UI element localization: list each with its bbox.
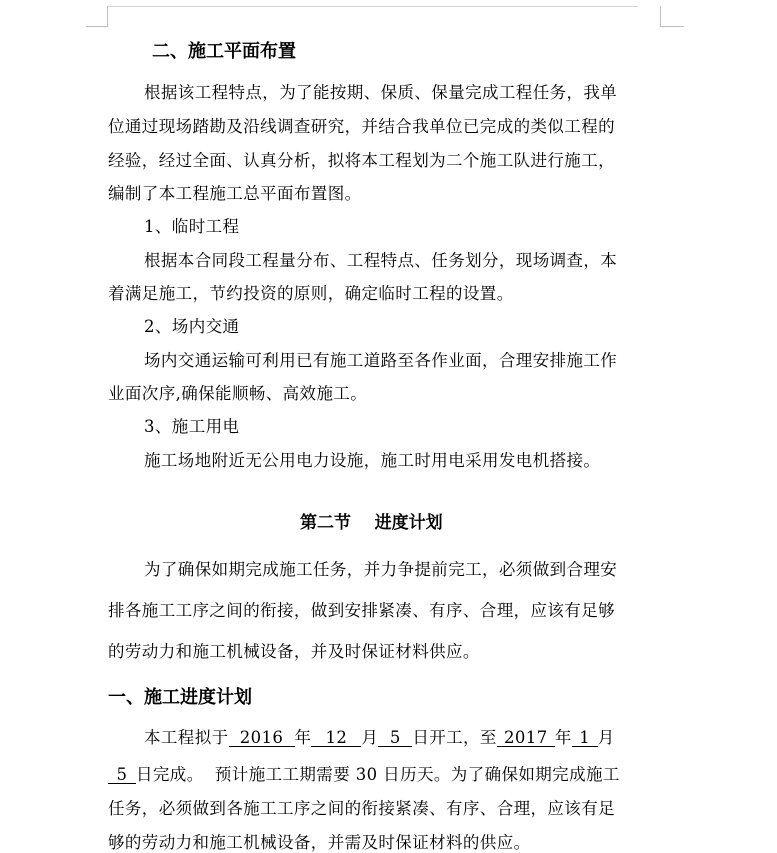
- schedule-line-2: [108, 761, 620, 785]
- schedule-line-3: 任务，必须做到各施工工序之间的衔接紧凑、有序、合理，应该有足: [108, 799, 615, 818]
- item1-text-line-2: 着满足施工，节约投资的原则，确定临时工程的设置。: [108, 284, 514, 303]
- start-year-field: 2016: [229, 729, 295, 747]
- chapter-intro-line-3: 的劳动力和施工机械设备，并及时保证材料供应。: [108, 642, 480, 661]
- chapter-heading: 第二节 进度计划: [300, 513, 443, 533]
- item1-text-line-1: 根据本合同段工程量分布、工程特点、任务划分，现场调查，本: [144, 251, 618, 270]
- item2-title: 2、场内交通: [144, 317, 240, 336]
- start-year-char: 年: [294, 728, 312, 747]
- end-month-field: 1: [572, 729, 598, 747]
- item3-title: 3、施工用电: [144, 417, 240, 436]
- schedule-line-4: 够的劳动力和施工机械设备，并需及时保证材料的供应。: [108, 833, 531, 852]
- chapter-intro-line-2: 排各施工工序之间的衔接，做到安排紧凑、有序、合理，应该有足够: [108, 601, 615, 620]
- end-month-char: 月: [597, 728, 615, 747]
- item2-text-line-1: 场内交通运输可利用已有施工道路至各作业面，合理安排施工作: [144, 351, 618, 370]
- item3-text-line-1: 施工场地附近无公用电力设施，施工时用电采用发电机搭接。: [144, 451, 601, 470]
- start-month-field: 12: [311, 729, 361, 747]
- schedule-line-1: [144, 724, 615, 748]
- page-corner-marks: [0, 0, 777, 40]
- section2-intro-line-4: 编制了本工程施工总平面布置图。: [108, 184, 362, 203]
- schedule-prefix: 本工程拟于: [144, 728, 229, 747]
- start-month-char: 月: [361, 728, 379, 747]
- schedule-title: 一、施工进度计划: [108, 687, 252, 708]
- end-day-field: 5: [108, 766, 136, 784]
- end-year-field: 2017: [497, 729, 555, 747]
- section2-title: 二、施工平面布置: [152, 41, 296, 62]
- top-left-crop-mark-v: [107, 6, 108, 27]
- start-day-field: 5: [378, 729, 412, 747]
- end-year-char: 年: [554, 728, 572, 747]
- top-left-crop-mark-h: [86, 26, 108, 27]
- section2-intro-line-3: 经验，经过全面、认真分析，拟将本工程划为二个施工队进行施工，: [108, 151, 615, 170]
- top-right-crop-mark-h: [660, 26, 684, 27]
- section2-intro-line-2: 位通过现场踏勘及沿线调查研究，并结合我单位已完成的类似工程的: [108, 117, 615, 136]
- section2-intro-line-1: 根据该工程特点，为了能按期、保质、保量完成工程任务，我单: [144, 83, 618, 102]
- item1-title: 1、临时工程: [144, 217, 240, 236]
- schedule-line2-rest: 日完成。 预计施工工期需要 30 日历天。为了确保如期完成施工: [136, 765, 620, 784]
- item2-text-line-2: 业面次序,确保能顺畅、高效施工。: [108, 384, 368, 403]
- top-right-crop-mark-v: [660, 6, 661, 27]
- header-rule: [108, 6, 638, 7]
- chapter-intro-line-1: 为了确保如期完成施工任务，并力争提前完工，必须做到合理安: [144, 560, 618, 579]
- start-suffix: 日开工，至: [412, 728, 497, 747]
